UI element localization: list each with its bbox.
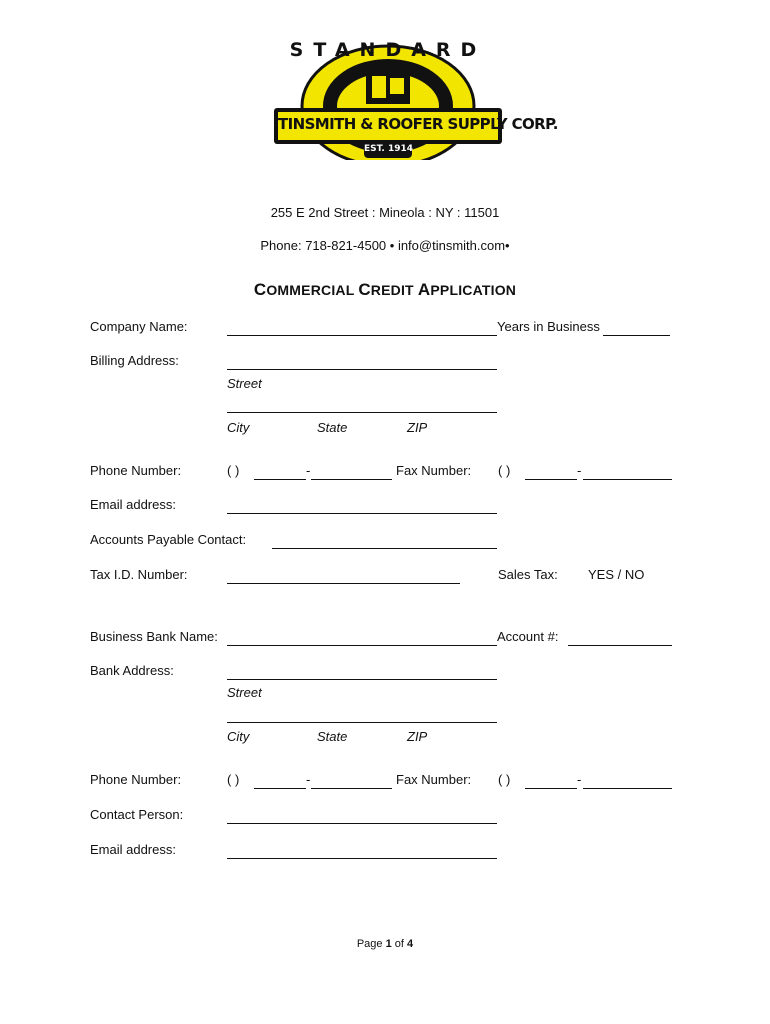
- phone-dash: -: [306, 463, 311, 478]
- phone-area-code: ( ): [227, 463, 240, 478]
- fax-number-label: Fax Number:: [396, 463, 472, 478]
- bank-city-caption: City: [227, 729, 250, 744]
- billing-city-caption: City: [227, 420, 250, 435]
- logo-est-text: EST. 1914: [364, 144, 414, 154]
- phone-number-label: Phone Number:: [90, 463, 182, 478]
- tax-id-label: Tax I.D. Number:: [90, 567, 188, 582]
- bank-address-label: Bank Address:: [90, 663, 174, 678]
- contact-person-field[interactable]: [227, 823, 497, 824]
- billing-street-caption: Street: [227, 376, 262, 391]
- business-bank-name-label: Business Bank Name:: [90, 629, 218, 644]
- fax-line-field[interactable]: [583, 479, 672, 480]
- phone-prefix-field[interactable]: [254, 479, 306, 480]
- bank-phone-line-field[interactable]: [311, 788, 392, 789]
- business-bank-name-field[interactable]: [227, 645, 497, 646]
- bank-city-state-zip-field[interactable]: [227, 722, 497, 723]
- page-number: Page 1 of 4: [356, 938, 414, 950]
- bank-phone-dash: -: [306, 772, 311, 787]
- billing-zip-caption: ZIP: [407, 420, 428, 435]
- bank-fax-dash: -: [577, 772, 582, 787]
- accounts-payable-field[interactable]: [272, 548, 497, 549]
- account-number-label: Account #:: [497, 629, 559, 644]
- sales-tax-yes-no[interactable]: YES / NO: [588, 567, 645, 582]
- company-name-label: Company Name:: [90, 319, 188, 334]
- billing-address-label: Billing Address:: [90, 353, 179, 368]
- fax-area-code: ( ): [498, 463, 511, 478]
- email-address-label: Email address:: [90, 497, 176, 512]
- fax-dash: -: [577, 463, 582, 478]
- bank-phone-prefix-field[interactable]: [254, 788, 306, 789]
- email-address-field[interactable]: [227, 513, 497, 514]
- bank-street-field[interactable]: [227, 679, 497, 680]
- bank-street-caption: Street: [227, 685, 262, 700]
- bank-state-caption: State: [317, 729, 348, 744]
- sales-tax-label: Sales Tax:: [498, 567, 558, 582]
- billing-state-caption: State: [317, 420, 348, 435]
- bank-phone-number-label: Phone Number:: [90, 772, 182, 787]
- logo-banner-text: TINSMITH & ROOFER SUPPLY CORP.: [278, 115, 558, 133]
- bank-fax-prefix-field[interactable]: [525, 788, 577, 789]
- page-title: COMMERCIAL CREDIT APPLICATION: [253, 280, 517, 299]
- years-in-business-label: Years in Business: [497, 319, 600, 334]
- company-address: 255 E 2nd Street : Mineola : NY : 11501: [270, 205, 500, 220]
- contact-person-label: Contact Person:: [90, 807, 184, 822]
- bank-email-address-label: Email address:: [90, 842, 176, 857]
- bank-email-address-field[interactable]: [227, 858, 497, 859]
- bank-fax-area-code: ( ): [498, 772, 511, 787]
- bank-phone-area-code: ( ): [227, 772, 240, 787]
- bank-fax-line-field[interactable]: [583, 788, 672, 789]
- account-number-field[interactable]: [568, 645, 672, 646]
- tax-id-field[interactable]: [227, 583, 460, 584]
- bank-fax-number-label: Fax Number:: [396, 772, 472, 787]
- logo-arch-text: STANDARD: [289, 39, 487, 61]
- billing-city-state-zip-field[interactable]: [227, 412, 497, 413]
- years-in-business-field[interactable]: [603, 335, 670, 336]
- accounts-payable-label: Accounts Payable Contact:: [90, 532, 247, 547]
- fax-prefix-field[interactable]: [525, 479, 577, 480]
- company-logo: [272, 39, 558, 160]
- phone-line-field[interactable]: [311, 479, 392, 480]
- company-name-field[interactable]: [227, 335, 497, 336]
- company-contact: Phone: 718-821-4500 • info@tinsmith.com•: [260, 238, 510, 253]
- bank-zip-caption: ZIP: [407, 729, 428, 744]
- billing-street-field[interactable]: [227, 369, 497, 370]
